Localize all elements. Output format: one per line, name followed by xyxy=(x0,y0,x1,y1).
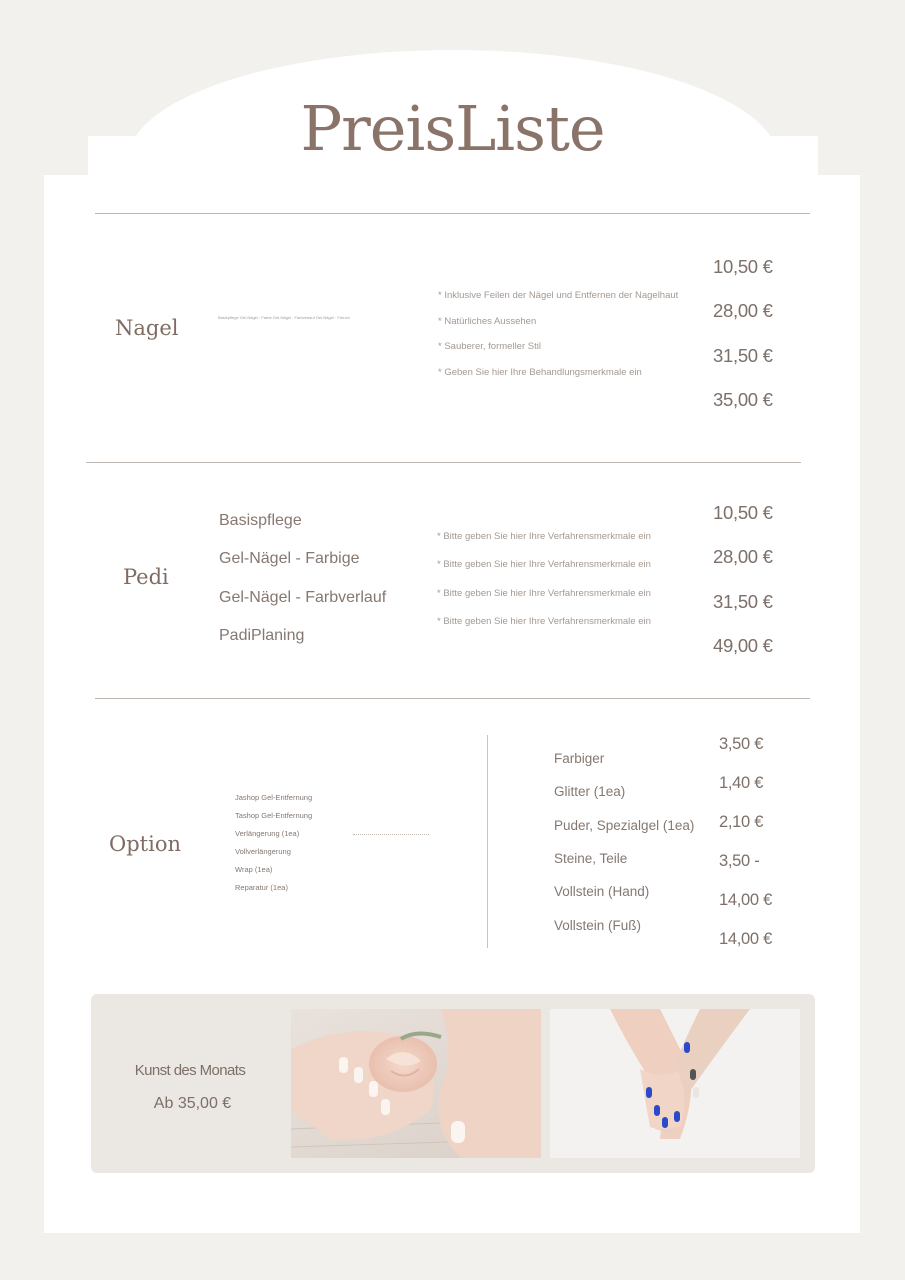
divider xyxy=(86,462,801,463)
banner-label: Kunst des Monats xyxy=(134,1062,246,1079)
option-left-item: Tashop Gel-Entfernung xyxy=(235,811,313,820)
option-right-item: Steine, Teile xyxy=(554,851,628,866)
banner-price: Ab 35,00 € xyxy=(153,1095,232,1112)
option-left-item: Verlängerung (1ea) xyxy=(235,829,300,838)
category-option: Option xyxy=(109,832,181,856)
pedi-note: * Bitte geben Sie hier Ihre Verfahrensmerkmale ein xyxy=(437,616,651,627)
option-left-item: Vollverlängerung xyxy=(235,847,291,856)
option-right-item: Vollstein (Hand) xyxy=(554,884,650,899)
option-price: 2,10 € xyxy=(719,813,764,831)
nagel-price: 10,50 € xyxy=(713,256,773,277)
option-right-item: Puder, Spezialgel (1ea) xyxy=(554,818,695,833)
category-pedi: Pedi xyxy=(123,565,169,589)
nagel-price: 31,50 € xyxy=(713,345,773,366)
pedi-price: 10,50 € xyxy=(713,502,773,523)
option-right-item: Glitter (1ea) xyxy=(554,784,626,799)
category-nagel: Nagel xyxy=(115,316,179,340)
pedi-item: Gel-Nägel - Farbverlauf xyxy=(219,589,387,606)
pedi-note: * Bitte geben Sie hier Ihre Verfahrensmerkmale ein xyxy=(437,531,651,542)
pedi-price: 31,50 € xyxy=(713,591,773,612)
vertical-divider xyxy=(487,735,488,948)
option-price: 14,00 € xyxy=(719,891,772,909)
option-price: 3,50 € xyxy=(719,735,764,753)
nagel-note: * Sauberer, formeller Stil xyxy=(438,341,541,352)
nagel-note: * Inklusive Feilen der Nägel und Entfernen der Nagelhaut xyxy=(438,290,679,301)
manicure-blue-photo xyxy=(550,1009,800,1158)
nagel-price: 28,00 € xyxy=(713,300,773,321)
dotted-leader xyxy=(353,834,429,835)
option-right-item: Vollstein (Fuß) xyxy=(554,918,642,933)
pedi-note: * Bitte geben Sie hier Ihre Verfahrensmerkmale ein xyxy=(437,588,651,599)
option-left-item: Wrap (1ea) xyxy=(235,865,273,874)
option-price: 3,50 - xyxy=(719,852,760,870)
page-title: PreisListe xyxy=(300,92,605,165)
option-left-item: Jashop Gel-Entfernung xyxy=(235,793,313,802)
pedi-price: 28,00 € xyxy=(713,546,773,567)
pedi-price: 49,00 € xyxy=(713,635,773,656)
option-price: 14,00 € xyxy=(719,930,772,948)
pedi-note: * Bitte geben Sie hier Ihre Verfahrensmerkmale ein xyxy=(437,559,651,570)
option-right-item: Farbiger xyxy=(554,751,605,766)
nagel-note: * Natürliches Aussehen xyxy=(438,316,537,327)
pedi-item: Gel-Nägel - Farbige xyxy=(219,550,360,567)
option-price: 1,40 € xyxy=(719,774,764,792)
divider xyxy=(95,698,810,699)
option-left-item: Reparatur (1ea) xyxy=(235,883,288,892)
pedi-item: PadiPlaning xyxy=(219,627,305,644)
divider xyxy=(95,213,810,214)
nagel-price: 35,00 € xyxy=(713,389,773,410)
pedi-item: Basispflege xyxy=(219,512,302,529)
nagel-note: * Geben Sie hier Ihre Behandlungsmerkmale ein xyxy=(438,367,642,378)
nagel-tiny-text: Basispflege Gel-Nägel · Farbe Gel-Nägel · Farbverlauf Gel-Nägel · French xyxy=(218,315,350,320)
manicure-rose-photo xyxy=(291,1009,541,1158)
